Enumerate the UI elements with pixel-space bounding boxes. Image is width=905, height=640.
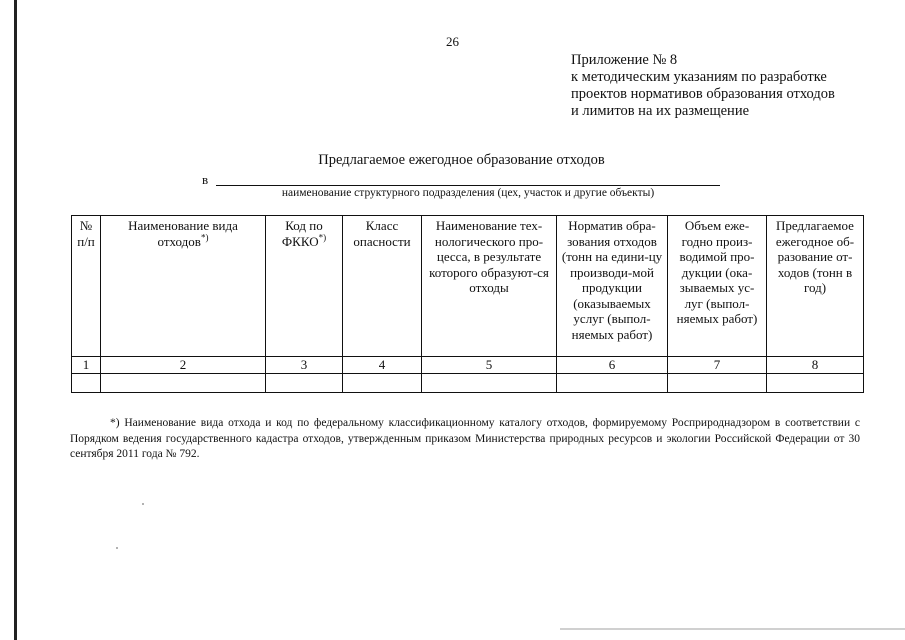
empty-cell (668, 374, 767, 393)
footnote (70, 416, 860, 463)
header-cell: Код по ФККО*) (266, 216, 343, 357)
column-number: 5 (422, 357, 557, 374)
column-number: 1 (72, 357, 101, 374)
column-number-row (72, 357, 864, 374)
empty-data-row (72, 374, 864, 393)
empty-cell (72, 374, 101, 393)
scan-speck (142, 503, 144, 505)
appendix-line: Приложение № 8 (571, 52, 678, 68)
page-number: 26 (446, 34, 459, 49)
subdivision-caption: наименование структурного подразделения (цех, участок и другие объекты) (281, 187, 655, 199)
footnote-mark: *) (110, 417, 120, 429)
column-number: 3 (266, 357, 343, 374)
header-cell: Наименование тех-нологического про-цесса, в результате которого образуют-ся отходы (422, 216, 557, 357)
scan-edge-left (14, 0, 17, 640)
footnote-ref: *) (318, 232, 327, 243)
column-number: 6 (557, 357, 668, 374)
empty-cell (343, 374, 422, 393)
subdivision-fill-line (216, 185, 720, 186)
subdivision-prefix: в (202, 172, 209, 187)
appendix-heading (571, 52, 835, 120)
document-title: Предлагаемое ежегодное образование отходов (318, 152, 605, 168)
empty-cell (767, 374, 864, 393)
empty-cell (557, 374, 668, 393)
empty-cell (422, 374, 557, 393)
appendix-line: и лимитов на их размещение (571, 103, 750, 119)
header-cell: Предлагаемое ежегодное об-разование от-ходов (тонн в год) (767, 216, 864, 357)
header-row (72, 216, 864, 357)
header-cell: № п/п (72, 216, 101, 357)
column-number: 2 (101, 357, 266, 374)
header-cell: Объем еже-годно произ-водимой про-дукции (ока-зываемых ус-луг (выпол-няемых работ) (668, 216, 767, 357)
header-cell: Класс опасности (343, 216, 422, 357)
header-cell: Наименование вида отходов*) (101, 216, 266, 357)
waste-table (71, 215, 864, 393)
appendix-line: к методическим указаниям по разработке (571, 69, 827, 85)
column-number: 4 (343, 357, 422, 374)
empty-cell (266, 374, 343, 393)
appendix-line: проектов нормативов образования отходов (571, 86, 835, 102)
column-number: 8 (767, 357, 864, 374)
footnote-text: Наименование вида отхода и код по федеральному классификационному каталогу отходов, формируемому Росприроднадзором в соответствии с Порядком ведения государственного кадастра отходов, утвержденным приказом Министерства природных ресурсов и экологии Российской Федерации от 30 сентября 2011 года № 792. (70, 417, 860, 460)
footnote-ref: *) (200, 232, 209, 243)
scan-speck (116, 547, 118, 549)
header-cell: Норматив обра-зования отходов (тонн на едини-цу производи-мой продукции (оказываемых услуг (выпол-няемых работ) (557, 216, 668, 357)
empty-cell (101, 374, 266, 393)
column-number: 7 (668, 357, 767, 374)
scan-edge-bottom (560, 628, 905, 630)
